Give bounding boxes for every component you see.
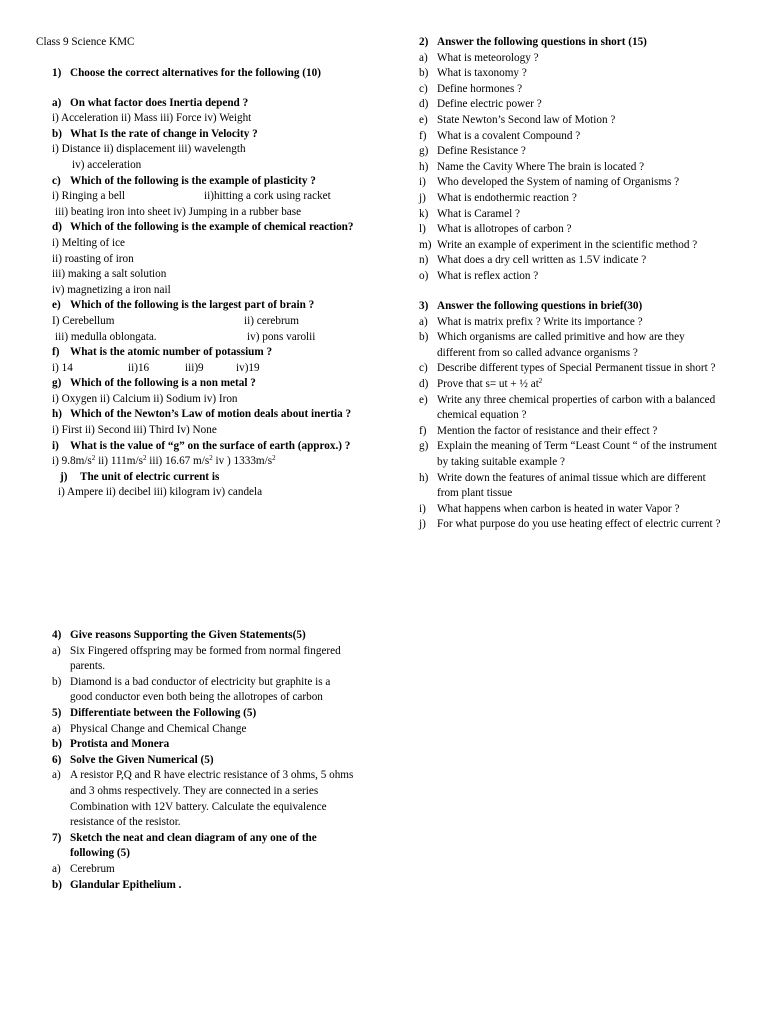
q1-item-d xyxy=(52,220,382,236)
section-7-marker: 7) xyxy=(52,831,62,844)
option-text: iv)19 xyxy=(236,361,260,374)
item-marker: d) xyxy=(419,98,429,111)
list-item xyxy=(419,377,749,393)
item-text: by taking suitable example ? xyxy=(437,455,565,468)
item-marker: a) xyxy=(52,722,61,735)
item-marker: c) xyxy=(52,174,61,187)
option-text: I) Cerebellum xyxy=(52,314,115,327)
section-3-heading xyxy=(419,299,749,315)
question-text: On what factor does Inertia depend ? xyxy=(70,96,249,109)
item-marker: l) xyxy=(419,223,426,236)
question-text: Which of the Newton’s Law of motion deals about inertia ? xyxy=(70,408,352,421)
item-marker: f) xyxy=(419,424,427,437)
section-2-title: Answer the following questions in short (15) xyxy=(437,36,647,48)
option-text: iv) pons varolii xyxy=(247,330,316,343)
item-text: and 3 ohms respectively. They are connected in a series xyxy=(70,784,319,797)
item-text: What is reflex action ? xyxy=(437,269,539,282)
item-text: Write any three chemical properties of carbon with a balanced xyxy=(437,393,716,406)
item-marker: h) xyxy=(419,160,429,173)
section-4-7 xyxy=(52,628,382,893)
item-text: Mention the factor of resistance and their effect ? xyxy=(437,424,658,437)
item-text: What is matrix prefix ? Write its importance ? xyxy=(437,315,643,328)
item-marker: i) xyxy=(419,176,426,189)
item-text: What happens when carbon is heated in water Vapor ? xyxy=(437,502,680,515)
list-item xyxy=(419,393,749,409)
item-text: Explain the meaning of Term “Least Count “ of the instrument xyxy=(437,440,717,453)
q1-b-options: i) Distance ii) displacement iii) wavelength xyxy=(52,143,246,156)
item-marker: e) xyxy=(419,393,428,406)
item-text: Define hormones ? xyxy=(437,82,523,95)
q1-f-options xyxy=(52,361,382,377)
item-text: What is endothermic reaction ? xyxy=(437,191,577,204)
list-item xyxy=(52,675,382,691)
item-marker: n) xyxy=(419,254,429,267)
list-item xyxy=(419,97,749,113)
question-text: What Is the rate of change in Velocity ? xyxy=(70,127,258,140)
item-text: Name the Cavity Where The brain is located ? xyxy=(437,160,645,173)
item-marker: j) xyxy=(419,191,426,204)
item-text: For what purpose do you use heating effect of electric current ? xyxy=(437,518,721,531)
item-marker: b) xyxy=(419,331,429,344)
item-marker: g) xyxy=(419,440,429,453)
list-item xyxy=(52,862,382,878)
item-text: Define electric power ? xyxy=(437,98,542,111)
q1-item-i xyxy=(52,439,382,455)
list-item xyxy=(419,361,749,377)
list-item xyxy=(419,207,749,223)
option-text: i) Ringing a bell xyxy=(52,190,126,203)
item-text: A resistor P,Q and R have electric resistance of 3 ohms, 5 ohms xyxy=(70,769,354,782)
item-text: Combination with 12V battery. Calculate the equivalence xyxy=(70,800,327,813)
q1-b-options-2: iv) acceleration xyxy=(72,158,142,171)
item-text: chemical equation ? xyxy=(437,409,527,422)
list-item xyxy=(52,659,382,675)
q1-d-option-2: ii) roasting of iron xyxy=(52,252,134,265)
q1-item-a xyxy=(52,96,382,112)
list-item xyxy=(419,502,749,518)
section-5-list xyxy=(52,722,382,753)
item-marker: m) xyxy=(419,238,432,251)
list-item xyxy=(419,129,749,145)
list-item xyxy=(52,644,382,660)
section-4-title: Give reasons Supporting the Given Statements(5) xyxy=(70,629,306,641)
item-text: What is taxonomy ? xyxy=(437,67,527,80)
list-item xyxy=(419,315,749,331)
option-text: ii)hitting a cork using racket xyxy=(204,190,331,203)
item-text: What does a dry cell written as 1.5V indicate ? xyxy=(437,254,647,267)
item-text: Cerebrum xyxy=(70,862,115,875)
section-2-list xyxy=(419,51,749,285)
item-marker: a) xyxy=(419,51,428,64)
q1-item-g xyxy=(52,376,382,392)
section-7-heading xyxy=(52,831,382,847)
item-marker: d) xyxy=(419,377,429,390)
question-text: The unit of electric current is xyxy=(80,470,220,483)
item-marker: a) xyxy=(52,96,62,109)
item-text: good conductor even both being the allotropes of carbon xyxy=(70,691,323,704)
list-item xyxy=(52,800,382,816)
section-3 xyxy=(419,299,749,533)
section-6-marker: 6) xyxy=(52,753,62,766)
item-marker: k) xyxy=(419,207,429,220)
q1-j-options: i) Ampere ii) decibel iii) kilogram iv) candela xyxy=(58,486,263,499)
q1-e-options-2 xyxy=(52,330,382,346)
item-marker: a) xyxy=(419,315,428,328)
item-marker: b) xyxy=(52,127,62,140)
section-6-heading xyxy=(52,753,382,769)
section-4-heading xyxy=(52,628,382,644)
item-marker: j) xyxy=(60,470,68,483)
item-marker: h) xyxy=(52,408,62,421)
item-marker: d) xyxy=(52,221,62,234)
question-text: What is the atomic number of potassium ? xyxy=(70,346,273,359)
section-5-marker: 5) xyxy=(52,706,62,719)
section-2-marker: 2) xyxy=(419,36,429,48)
item-text: Six Fingered offspring may be formed from normal fingered xyxy=(70,644,341,657)
q1-d-option-1: i) Melting of ice xyxy=(52,236,126,249)
item-text: resistance of the resistor. xyxy=(70,816,181,829)
list-item xyxy=(419,330,749,346)
section-1-title: Choose the correct alternatives for the following (10) xyxy=(70,67,321,79)
item-text: Which organisms are called primitive and how are they xyxy=(437,331,685,344)
item-marker: c) xyxy=(419,82,428,95)
section-7-list xyxy=(52,862,382,893)
list-item xyxy=(419,253,749,269)
item-marker: o) xyxy=(419,269,429,282)
item-text: different from so called advance organisms ? xyxy=(437,346,638,359)
item-marker: c) xyxy=(419,362,428,375)
item-text: Define Resistance ? xyxy=(437,145,526,158)
list-item xyxy=(419,408,749,424)
section-7-title-cont: following (5) xyxy=(70,847,130,860)
section-6-list xyxy=(52,768,382,830)
header-text: Class 9 Science KMC xyxy=(36,36,135,48)
question-text: Which of the following is the example of chemical reaction? xyxy=(70,221,354,234)
q1-a-options: i) Acceleration ii) Mass iii) Force iv) Weight xyxy=(52,112,252,125)
list-item xyxy=(52,815,382,831)
q1-item-e xyxy=(52,298,382,314)
q1-c-options xyxy=(52,189,382,205)
list-item xyxy=(419,66,749,82)
section-7-title: Sketch the neat and clean diagram of any one of the xyxy=(70,831,317,844)
list-item xyxy=(419,82,749,98)
option-text: iii) medulla oblongata. xyxy=(55,330,157,343)
section-1 xyxy=(52,66,382,501)
item-marker: a) xyxy=(52,862,61,875)
item-text: What is a covalent Compound ? xyxy=(437,129,581,142)
list-item xyxy=(52,737,382,753)
item-marker: f) xyxy=(52,346,60,359)
list-item xyxy=(52,768,382,784)
q1-item-c xyxy=(52,174,382,190)
q1-d-option-4: iv) magnetizing a iron nail xyxy=(52,283,171,296)
item-marker: i) xyxy=(419,502,426,515)
item-text: Physical Change and Chemical Change xyxy=(70,722,247,735)
section-3-title: Answer the following questions in brief(30) xyxy=(437,300,643,312)
item-marker: i) xyxy=(52,439,59,452)
item-text: Describe different types of Special Permanent tissue in short ? xyxy=(437,362,716,375)
section-4-list xyxy=(52,644,382,706)
option-text: iii)9 xyxy=(185,361,204,374)
item-marker: a) xyxy=(52,769,61,782)
list-item xyxy=(52,878,382,894)
item-text: Diamond is a bad conductor of electricity but graphite is a xyxy=(70,675,331,688)
list-item xyxy=(419,51,749,67)
item-text: State Newton’s Second law of Motion ? xyxy=(437,113,616,126)
list-item xyxy=(419,424,749,440)
list-item xyxy=(419,346,749,362)
question-text: Which of the following is a non metal ? xyxy=(70,377,256,390)
list-item xyxy=(419,191,749,207)
item-text: Who developed the System of naming of Organisms ? xyxy=(437,176,680,189)
q1-e-options xyxy=(52,314,382,330)
item-text: Protista and Monera xyxy=(70,738,170,751)
section-5-title: Differentiate between the Following (5) xyxy=(70,706,257,719)
item-text: What is meteorology ? xyxy=(437,51,539,64)
item-marker: b) xyxy=(52,878,62,891)
q1-item-b xyxy=(52,127,382,143)
item-marker: j) xyxy=(419,518,426,531)
list-item xyxy=(419,455,749,471)
item-marker: f) xyxy=(419,129,427,142)
section-1-marker: 1) xyxy=(52,67,62,79)
list-item xyxy=(419,269,749,285)
list-item xyxy=(419,144,749,160)
list-item xyxy=(419,160,749,176)
q1-d-option-3: iii) making a salt solution xyxy=(52,268,167,281)
q1-h-options: i) First ii) Second iii) Third Iv) None xyxy=(52,424,217,437)
q1-i-options: i) $9.8m/s^2$ ii) $111m/s^2$ iii) 16.67 $m/s^2$ iv ) $1333m/s^2$ xyxy=(52,454,276,468)
item-marker: b) xyxy=(419,67,429,80)
list-item xyxy=(419,175,749,191)
section-3-list xyxy=(419,315,749,533)
option-text: ii)16 xyxy=(128,361,150,374)
item-text: Glandular Epithelium . xyxy=(70,878,182,891)
list-item xyxy=(419,517,749,533)
section-2 xyxy=(419,35,749,285)
item-text: Prove that s= ut + ½ $at^2$ xyxy=(437,376,543,390)
q1-c-options-2: iii) beating iron into sheet iv) Jumping in a rubber base xyxy=(55,205,302,218)
item-marker: e) xyxy=(52,299,61,312)
item-marker: e) xyxy=(419,113,428,126)
item-marker: a) xyxy=(52,644,61,657)
option-text: ii) cerebrum xyxy=(244,314,299,327)
item-marker: b) xyxy=(52,738,62,751)
list-item xyxy=(419,471,749,487)
section-2-heading xyxy=(419,35,749,51)
q1-item-j xyxy=(52,470,382,486)
section-4-marker: 4) xyxy=(52,629,62,641)
item-marker: b) xyxy=(52,675,62,688)
list-item xyxy=(52,690,382,706)
section-1-heading xyxy=(52,66,382,82)
item-text: Write an example of experiment in the scientific method ? xyxy=(437,238,698,251)
list-item xyxy=(52,722,382,738)
q1-item-h xyxy=(52,407,382,423)
list-item xyxy=(419,439,749,455)
item-marker: g) xyxy=(419,145,429,158)
item-text: parents. xyxy=(70,660,106,673)
item-text: from plant tissue xyxy=(437,487,513,500)
option-text: i) 14 xyxy=(52,361,73,374)
question-text: Which of the following is the example of plasticity ? xyxy=(70,174,316,187)
item-text: What is Caramel ? xyxy=(437,207,520,220)
exam-header xyxy=(36,35,135,51)
list-item xyxy=(52,784,382,800)
item-text: Write down the features of animal tissue which are different xyxy=(437,471,706,484)
section-6-title: Solve the Given Numerical (5) xyxy=(70,753,214,766)
list-item xyxy=(419,486,749,502)
question-text: What is the value of “g” on the surface of earth (approx.) ? xyxy=(70,439,351,452)
list-item xyxy=(419,238,749,254)
list-item xyxy=(419,222,749,238)
section-5-heading xyxy=(52,706,382,722)
q1-g-options: i) Oxygen ii) Calcium ii) Sodium iv) Iron xyxy=(52,392,238,405)
q1-item-f xyxy=(52,345,382,361)
section-3-marker: 3) xyxy=(419,300,429,312)
list-item xyxy=(419,113,749,129)
item-text: What is allotropes of carbon ? xyxy=(437,223,572,236)
question-text: Which of the following is the largest part of brain ? xyxy=(70,299,315,312)
item-marker: h) xyxy=(419,471,429,484)
item-marker: g) xyxy=(52,377,62,390)
